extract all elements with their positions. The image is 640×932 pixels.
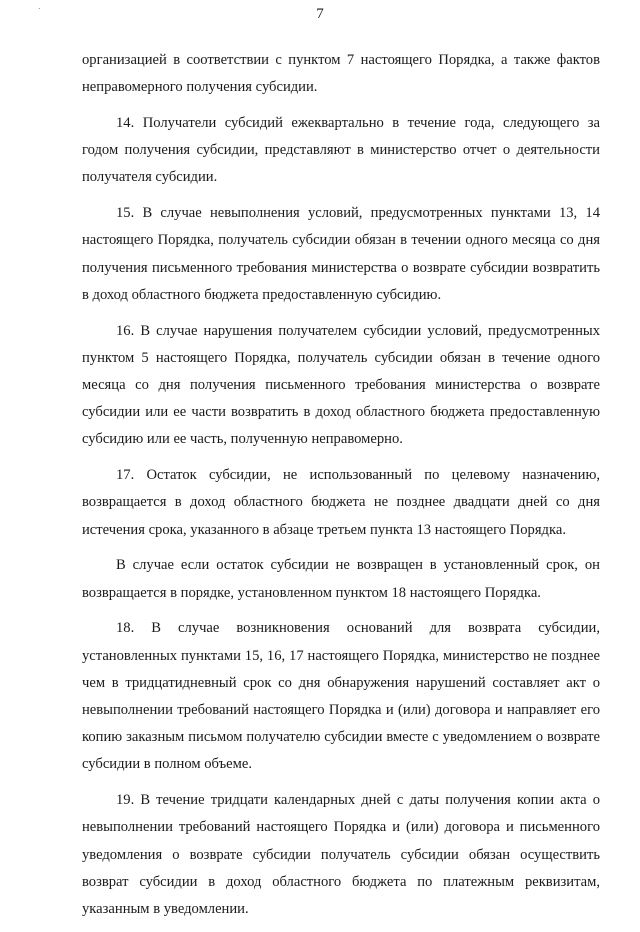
paragraph-14: 14. Получатели субсидий ежеквартально в течение года, следующего за годом получения субсидии, представляют в министерство отчет о деятельности получателя субсидии. [82,115,600,186]
scan-speck: . [38,2,41,11]
paragraph-continuation: организацией в соответствии с пунктом 7 настоящего Порядка, а также фактов неправомерного получения субсидии. [82,52,600,96]
paragraph-18: 18. В случае возникновения оснований для возврата субсидии, установленных пунктами 15, 16, 17 настоящего Порядка, министерство не позднее чем в тридцатидневный срок со дня обнаружения нарушений составляет акт о невыполнении требований настоящего Порядка и (или) договора и направляет его копию заказным письмом получателю субсидии вместе с уведомлением о возврате субсидии в полном объеме. [82,620,600,773]
paragraph-17-second: В случае если остаток субсидии не возвращен в установленный срок, он возвращается в порядке, установленном пунктом 18 настоящего Порядка. [82,557,600,601]
paragraph-17: 17. Остаток субсидии, не использованный по целевому назначению, возвращается в доход областного бюджета не позднее двадцати дней со дня истечения срока, указанного в абзаце третьем пункта 13 настоящего Порядка. [82,467,600,538]
document-body [82,47,600,932]
page-number: 7 [316,6,324,22]
paragraph-19: 19. В течение тридцати календарных дней с даты получения копии акта о невыполнении требований настоящего Порядка и (или) договора и письменного уведомления о возврате субсидии получатель субсидии обязан осуществить возврат субсидии в доход областного бюджета по платежным реквизитам, указанным в уведомлении. [82,792,600,918]
paragraph-16: 16. В случае нарушения получателем субсидии условий, предусмотренных пунктом 5 настоящего Порядка, получатель субсидии обязан в течение одного месяца со дня получения письменного требования министерства о возврате субсидии или ее части возвратить в доход областного бюджета предоставленную субсидию или ее часть, полученную неправомерно. [82,322,600,448]
paragraph-15: 15. В случае невыполнения условий, предусмотренных пунктами 13, 14 настоящего Порядка, получатель субсидии обязан в течении одного месяца со дня получения письменного требования министерства о возврате субсидии возвратить в доход областного бюджета предоставленную субсидию. [82,205,600,303]
